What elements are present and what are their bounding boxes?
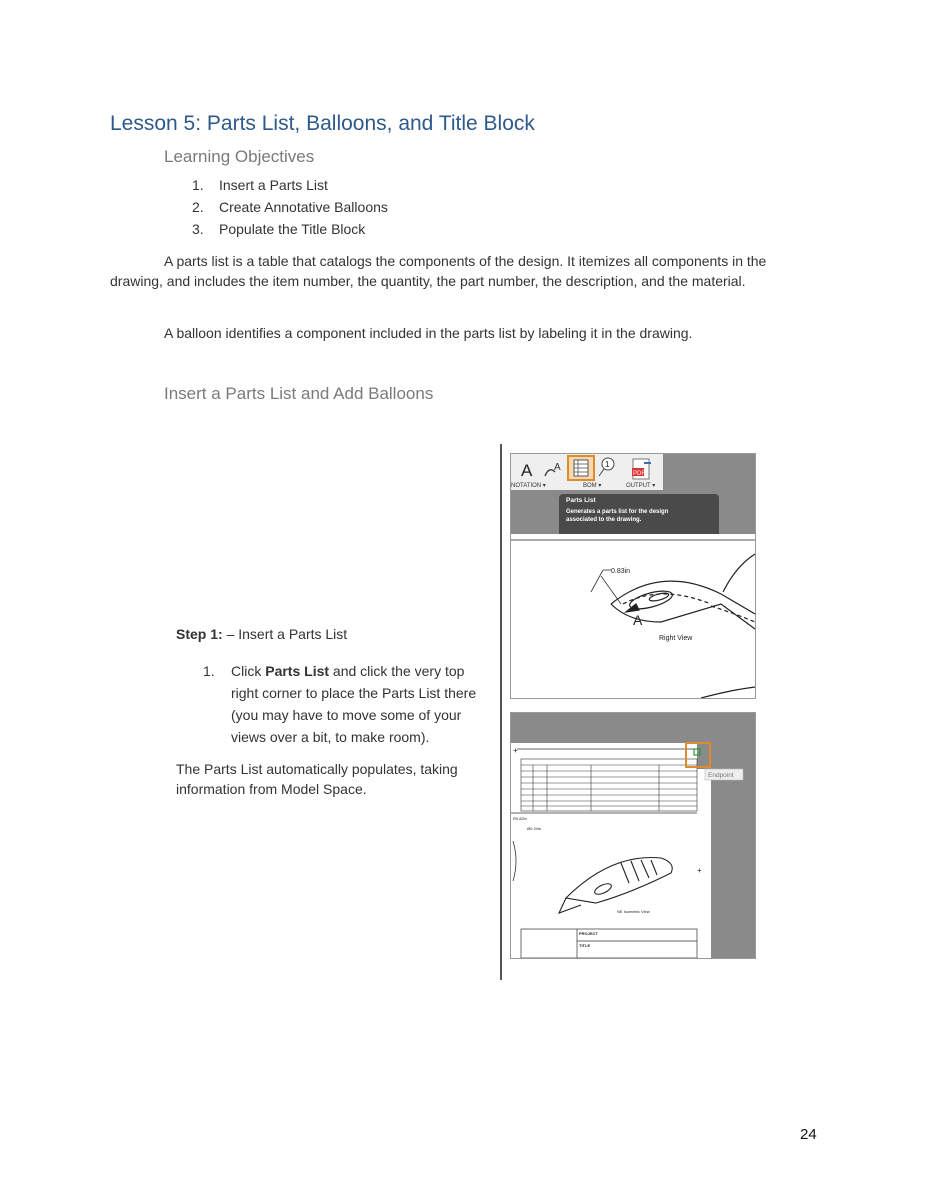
view-label: Right View [659,635,693,642]
step-heading [176,626,347,642]
lesson-title: Lesson 5: Parts List, Balloons, and Title Block [110,112,535,135]
svg-text:PDF: PDF [633,471,645,477]
svg-text:+: + [513,746,518,755]
substep-number: 1. [203,663,215,679]
substep-item [203,660,493,748]
list-item: 3. Populate the Title Block [192,221,366,237]
step-label: Step 1: [176,626,223,642]
dimension-label: 0.83in [611,568,631,575]
substep-text: Click Parts List and click the very top right corner to place the Parts List there (you may have to move some of your views over a bit, to make room). [231,663,477,745]
svg-text:+: + [697,866,702,875]
tooltip-line: associated to the drawing. [566,517,642,523]
column-divider [500,444,502,980]
dimension-label: Ø0.24in [527,826,542,831]
list-item: 1. Insert a Parts List [192,177,328,193]
balloon-paragraph: A balloon identifies a component included in the parts list by labeling it in the drawing. [164,325,693,341]
parts-list-paragraph: A parts list is a table that catalogs the components of the design. It itemizes all components in the drawing, and includes the item number, the quantity, the part number, the description, and the material. [110,253,767,289]
step-text: – Insert a Parts List [222,626,348,642]
toolbar-screenshot [510,453,756,699]
view-label: NE Isometric View [617,909,650,914]
snap-tooltip-label: Endpoint [708,772,734,779]
title-block-label: PROJECT [579,931,598,936]
page-number: 24 [800,1126,817,1143]
bom-group-label[interactable]: BOM ▾ [583,483,602,489]
objectives-heading: Learning Objectives [164,147,315,166]
svg-text:A: A [554,462,561,473]
section-heading: Insert a Parts List and Add Balloons [164,384,434,403]
section-label: A [633,612,643,628]
tooltip-line: Generates a parts list for the design [566,509,669,515]
list-item: 2. Create Annotative Balloons [192,199,388,215]
title-block-label: TITLE [579,943,591,948]
objectives-list [192,174,388,240]
parts-list-term: Parts List [265,663,330,679]
text-icon: A [521,461,533,480]
tooltip-title: Parts List [566,497,596,504]
svg-text:1: 1 [605,460,610,469]
pdf-export-icon[interactable] [632,459,651,479]
annotation-group-label[interactable]: NOTATION ▾ [511,483,546,489]
output-group-label[interactable]: OUTPUT ▾ [626,483,656,489]
result-paragraph: The Parts List automatically populates, taking information from Model Space. [176,761,458,797]
drawing-screenshot [510,712,756,959]
dimension-label: R0.82in [513,816,527,821]
